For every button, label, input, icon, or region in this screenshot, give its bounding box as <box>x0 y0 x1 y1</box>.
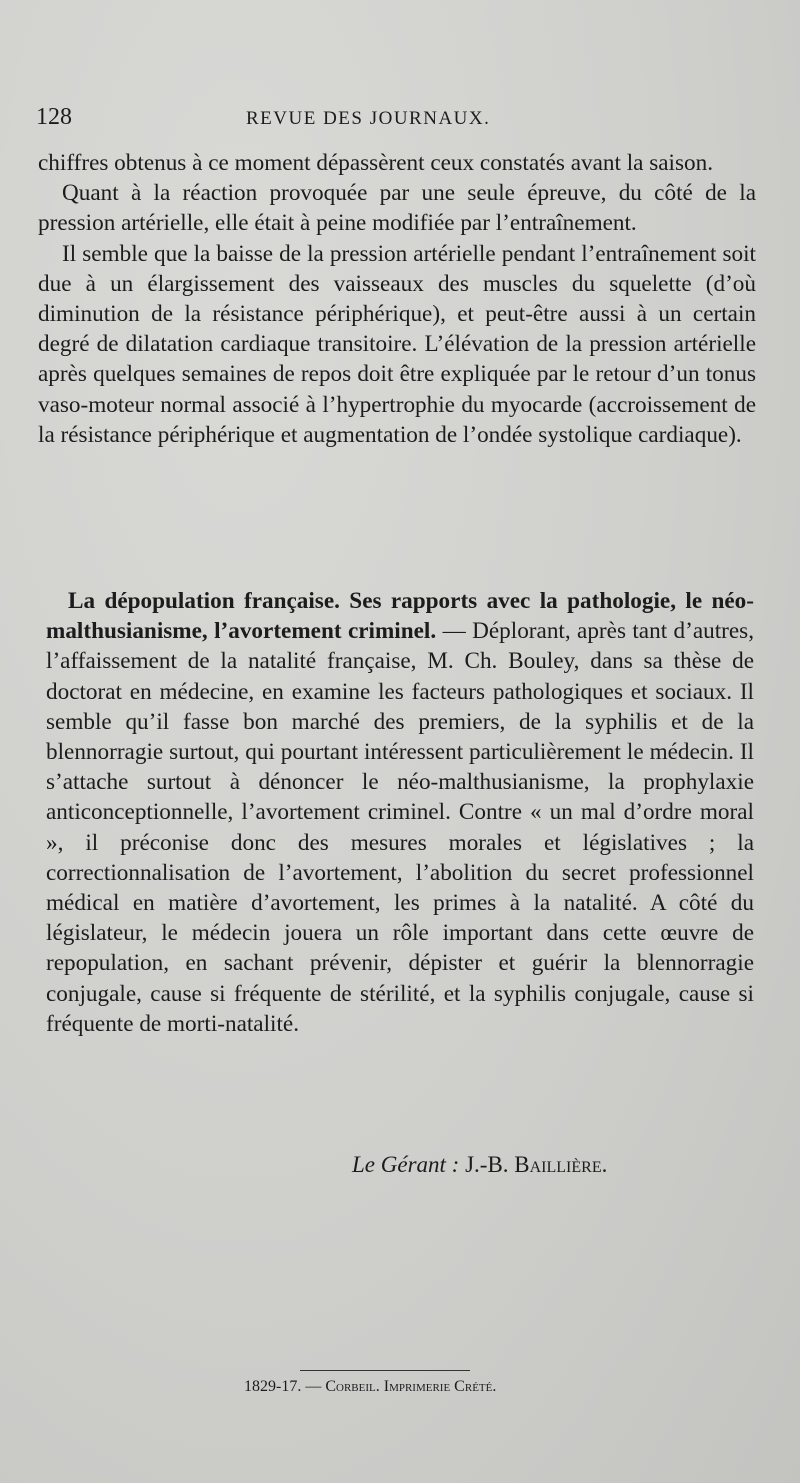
article-review <box>46 586 754 1039</box>
signature-name: J.-B. Baillière. <box>465 1152 608 1177</box>
imprint-printer: Imprimerie Crété. <box>383 1378 497 1395</box>
page-header <box>36 104 716 134</box>
signature-role: Le Gérant : <box>352 1152 460 1177</box>
signature <box>352 1152 607 1178</box>
imprint-number: 1829-17. — <box>244 1378 322 1395</box>
page-number: 128 <box>36 104 72 130</box>
paragraph: chiffres obtenus à ce moment dépassèrent ceux constatés avant la saison. <box>38 150 713 176</box>
continued-text <box>38 148 756 450</box>
imprint <box>244 1378 496 1396</box>
article-paragraph <box>46 586 754 1039</box>
article-title: La dépopulation française. Ses rapports avec la pathologie, le néo-malthusianisme, l’avortement criminel. <box>46 588 754 645</box>
article-body: — Déplorant, après tant d’autres, l’affaissement de la natalité française, M. Ch. Bouley, dans sa thèse de doctorat en médecine, en examine les facteurs pathologiques et sociaux. Il semble qu’il fasse bon marché des premiers, de la syphilis et de la blennorragie surtout, qui pourtant intéressent particulièrement le médecin. Il s’attache surtout à dénoncer le néo-malthusianisme, la prophylaxie anticonceptionnelle, l’avortement criminel. Contre « un mal d’ordre moral », il préconise donc des mesures morales et législatives ; la correctionnalisation de l’avortement, l’abolition du secret professionnel médical en matière d’avortement, les primes à la natalité. A côté du législateur, le médecin jouera un rôle important dans cette œuvre de repopulation, en sachant prévenir, dépister et guérir la blennorragie conjugale, cause si fréquente de stérilité, et la syphilis conjugale, cause si fréquente de morti-natalité. <box>46 618 755 1037</box>
paragraph: Il semble que la baisse de la pression artérielle pendant l’entraînement soit due à un élargissement des vaisseaux des muscles du squelette (d’où diminution de la résistance périphérique), et peut-être aussi à un certain degré de dilatation cardiaque transitoire. L’élévation de la pression artérielle après quelques semaines de repos doit être expliquée par le retour d’un tonus vaso-moteur normal associé à l’hypertrophie du myocarde (accroissement de la résistance périphérique et augmentation de l’ondée systolique cardiaque). <box>38 240 756 448</box>
imprint-city: Corbeil. <box>325 1378 380 1395</box>
running-title: REVUE DES JOURNAUX. <box>246 108 491 129</box>
footer-rule <box>300 1370 470 1371</box>
paragraph: Quant à la réaction provoquée par une seule épreuve, du côté de la pression artérielle, elle était à peine modifiée par l’entraînement. <box>38 180 756 237</box>
